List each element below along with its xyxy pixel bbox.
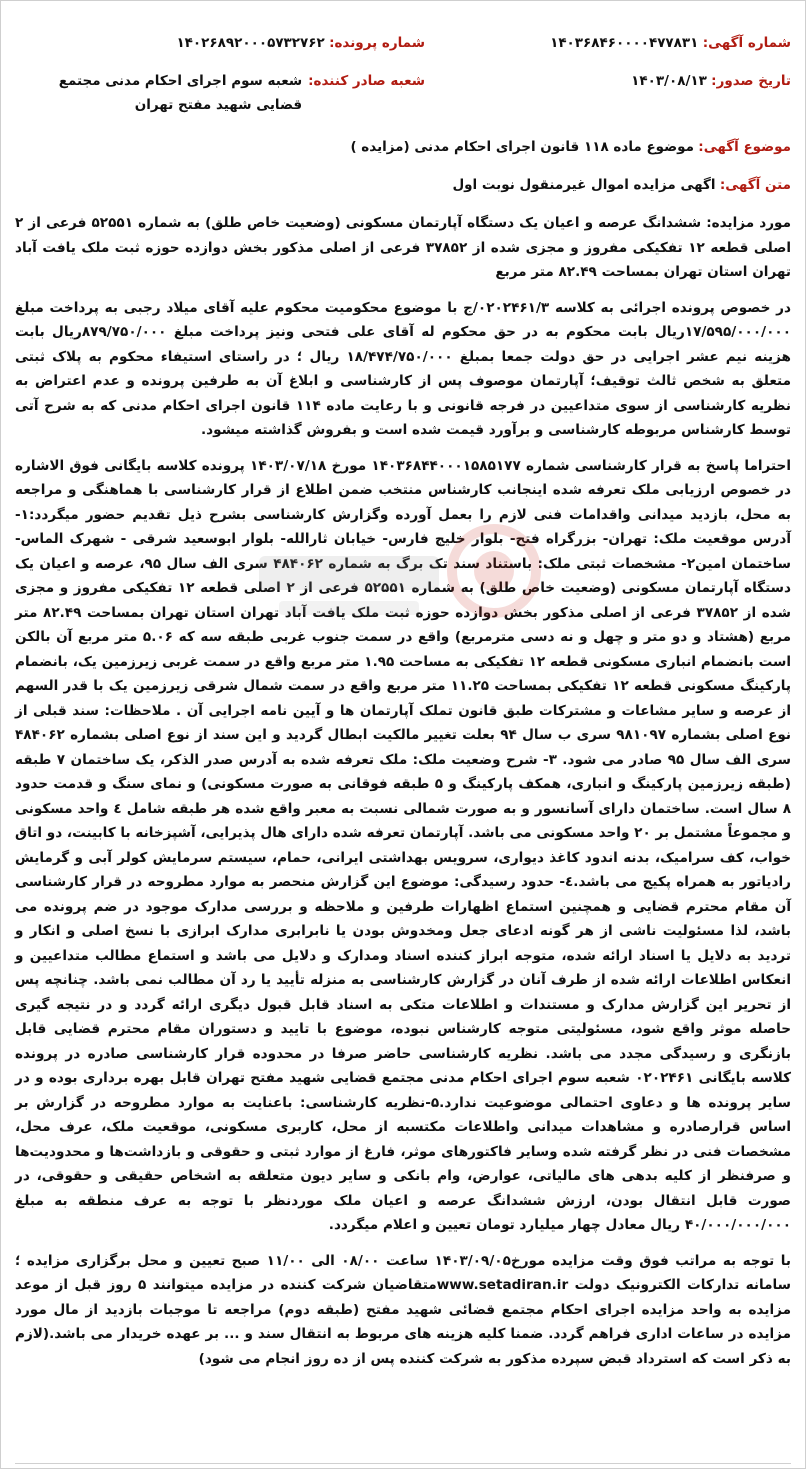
subject-label: موضوع آگهی: xyxy=(698,139,791,155)
paragraph-auction-details: با توجه به مراتب فوق وقت مزایده مورخ۱۴۰۳/۰۹/۰۵ ساعت ۰۸/۰۰ الی ۱۱/۰۰ صبح تعیین و محل برگزاری مزایده ؛سامانه تدارکات الکترونیک دولت www.setadiran.irمتقاضیان شرکت کننده در مزایده میتوانند ۵ روز قبل از موعد مزایده به واحد مزایده اجرای احکام مجتمع قضائی شهید مفتح (طبقه دوم) مراجعه تا موجبات بازدید از مال مورد مزایده در ساعات اداری فراهم گردد. ضمنا کلیه هزینه های مربوط به انتقال سند و ... بر عهده خریدار می باشد.(لازم به ذکر است که استرداد قبض سپرده مذکور به شرکت کننده پس از ده روز انجام می شود) xyxy=(15,1252,791,1367)
paragraph-item-subject: مورد مزایده: ششدانگ عرصه و اعیان یک دستگاه آپارتمان مسکونی (وضعیت خاص طلق) به شماره ۵۲۵۵۱ فرعی از ۲ اصلی قطعه ۱۲ تفکیکی مفروز و مجزی شده از ۳۷۸۵۲ فرعی از اصلی مذکور بخش دوازده حوزه ثبت ملک یافت آباد تهران استان تهران بمساحت ۸۲.۴۹ متر مربع xyxy=(15,215,792,280)
text-title-line xyxy=(15,173,791,197)
meta-block xyxy=(15,135,791,197)
issuer xyxy=(15,69,425,117)
ad-number xyxy=(441,31,791,55)
issue-date-value: ۱۴۰۳/۰۸/۱۳ xyxy=(631,73,707,89)
paragraph-expert-report: احتراما پاسخ به قرار کارشناسی شماره ۱۴۰۳۶۸۴۴۰۰۰۱۵۸۵۱۷۷ مورخ ۱۴۰۳/۰۷/۱۸ پرونده کلاسه بایگانی فوق الاشاره در خصوص ارزیابی ملک تعرفه شده اینجانب کارشناس منتخب ضمن اطلاع از قرار کارشناسی با هماهنگی و مراجعه به محل، بازدید میدانی واقدامات فنی لازم را بعمل آورده وگزارش کارشناسی بشرح ذیل تقدیم حضور میگردد:۱- آدرس موقعیت ملک: تهران- بزرگراه فتح- بلوار خلیج فارس- خیابان ثارالله- بلوار ابوسعید شرقی - شهرک الماس- ساختمان امین۲- مشخصات ثبتی ملک: باستناد سند تک برگ به شماره ۴۸۴۰۶۲ سری الف سال ۹۵، عرصه و اعیان یک دستگاه آپارتمان مسکونی (وضعیت خاص طلق) به شماره ۵۲۵۵۱ فرعی از ۲ اصلی قطعه ۱۲ تفکیکی مفروز و مجزی شده از ۳۷۸۵۲ فرعی از اصلی مذکور بخش دوازده حوزه ثبت ملک یافت آباد تهران استان تهران بمساحت ۸۲.۴۹ متر مربع (هشتاد و دو متر و چهل و نه دسی مترمربع) واقع در سمت جنوب غربی طبقه سه که ۵.۰۶ متر مربع آن بالکن است بانضمام انباری مسکونی قطعه ۱۲ تفکیکی به مساحت ۱.۹۵ متر مربع واقع در سمت غربی زیرزمین یک، بانضمام پارکینگ مسکونی قطعه ۱۲ تفکیکی بمساحت ۱۱.۲۵ متر مربع واقع در سمت شمال شرقی زیرزمین یک با قدر السهم از عرصه و سایر مشاعات و مشترکات طبق قانون تملک آپارتمان ها و آیین نامه اجرایی آن . ملاحظات: سند قبلی از نوع اصلی بشماره ۹۸۱۰۹۷ سری ب سال ۹۴ بعلت تغییر مالکیت ابطال گردید و این سند از نوع اصلی بشماره ۴۸۴۰۶۲ سری الف سال ۹۵ صادر می شود. ۳- شرح وضعیت ملک: ملک تعرفه شده به آدرس صدر الذکر، یک ساختمان ۷ طبقه (طبقه زیرزمین پارکینگ و انباری، همکف پارکینگ و ۵ طبقه فوقانی به صورت مسکونی) و نمای سنگ و قدمت حدود ۸ سال است. ساختمان دارای آسانسور و به صورت شمالی نسبت به معبر واقع شده هر طبقه شامل ٤ واحد مسکونی و مجموعاً مشتمل بر ۲۰ واحد مسکونی می باشد. آپارتمان تعرفه شده دارای هال پذیرایی، آشپزخانه با کابینت، دو اتاق خواب، کف سرامیک، بدنه اندود کاغذ دیواری، سرویس بهداشتی ایرانی، حمام، سیستم سرمایش کولر آبی و گرمایش رادیاتور به همراه پکیج می باشد.٤- حدود رسیدگی: موضوع این گزارش منحصر به موارد مطروحه در قرار کارشناسی آن مقام محترم قضایی و همچنین استماع اظهارات طرفین و ملاحظه و بررسی مدارک موجود در ضم پرونده می باشد، لذا مسئولیت ناشی از هر گونه ادعای جعل ومخدوش بودن یا نابرابری مدارک ابرازی با نسخ اصلی و انکار و تردید به دلایل یا اسناد ارائه شده، متوجه ابراز کننده اسناد ومدارک و دلایل می باشد و استماع مطالب متداعیین و انعکاس اطلاعات ارائه شده از طرف آنان در گزارش کارشناسی به منزله تأیید یا رد آن مطالب نمی باشد. چنانچه پس از تحریر این گزارش مدارک و مستندات و اطلاعات متکی به اسناد قابل قبول دیگری ارائه گردد و در نتیجه گیری حاصله موثر واقع شود، مسئولیتی متوجه کارشناس نبوده، موضوع با تایید و دستوران مقام محترم قضایی قابل بازنگری و رسیدگی مجدد می باشد. نظریه کارشناسی حاضر صرفا در محدوده قرار کارشناسی صادره در پرونده کلاسه بایگانی ۰۲۰۲۴۶۱ شعبه سوم اجرای احکام مدنی مجتمع قضایی شهید مفتح تهران قابل بهره برداری بوده و در سایر پرونده ها و دعاوی احتمالی موضوعیت ندارد.۵-نظریه کارشناسی: باعنایت به موارد مطروحه در گزارش بر اساس قرارصادره و مشاهدات میدانی واطلاعات مکتسبه از محل، کاربری مسکونی، موقعیت ملک، عرف محل، مشخصات فنی در نظر گرفته شده وسایر فاکتورهای موثر، فارغ از موارد ثبتی و حقوقی و بازداشت‌ها و محدودیت‌ها و صرفنظر از کلیه بدهی های مالیاتی، عوارض، وام بانکی و سایر دیون متعلقه به اشخاص حقیقی و حقوقی، در صورت قابل انتقال بودن، ارزش ششدانگ عرصه و اعیان ملک موردنظر با توجه به عرف منطقه به مبلغ ۴۰/۰۰۰/۰۰۰/۰۰۰ ریال معادل چهار میلیارد تومان تعیین و اعلام میگردد. xyxy=(15,457,792,1233)
paragraph-case: در خصوص پرونده اجرائی به کلاسه ۰۲۰۲۴۶۱/۳/ج با موضوع محکومیت محکوم علیه آقای میلاد رجبی به پرداخت مبلغ ۱۷/۵۹۵/۰۰۰/۰۰۰ریال بابت محکوم به در حق محکوم له آقای علی فتحی ونیز پرداخت مبلغ ۸۷۹/۷۵۰/۰۰۰ریال بابت هزینه نیم عشر اجرایی در حق دولت جمعا بمبلغ ۱۸/۴۷۴/۷۵۰/۰۰۰ ریال ؛ در راستای استیفاء محکوم به پلاک ثبتی متعلق به شخص ثالث توقیف؛ آپارتمان موصوف پس از کارشناسی و ابلاغ آن به طرفین پرونده و عدم اعتراض به نظریه کارشناسی از سوی متداعیین در فرجه قانونی و با رعایت ماده ۱۱۴ قانون اجرای احکام مدنی که به شرح آتی توسط کارشناس مربوطه کارشناسی و برآورد قیمت شده است و بفروش گذاشته میشود. xyxy=(15,299,791,438)
case-number xyxy=(15,31,425,55)
case-number-value: ۱۴۰۲۶۸۹۲۰۰۰۵۷۳۲۷۶۲ xyxy=(176,35,325,51)
ad-body xyxy=(15,211,791,1371)
subject-value: موضوع ماده ۱۱۸ قانون اجرای احکام مدنی (مزایده ) xyxy=(350,139,694,155)
issuer-value: شعبه سوم اجرای احکام مدنی مجتمع قضایی شهید مفتح تهران xyxy=(58,73,303,113)
text-title: اگهی مزایده اموال غیرمنقول نوبت اول xyxy=(452,177,716,193)
issuer-label: شعبه صادر کننده: xyxy=(308,73,425,89)
header-row-1 xyxy=(15,31,791,55)
issue-date-label: تاریخ صدور: xyxy=(711,73,791,89)
text-label: متن آگهی: xyxy=(719,177,791,193)
issue-date xyxy=(441,69,791,93)
ad-number-value: ۱۴۰۳۶۸۴۶۰۰۰۰۴۷۷۸۳۱ xyxy=(550,35,699,51)
case-number-label: شماره پرونده: xyxy=(329,35,425,51)
subject-line xyxy=(15,135,791,159)
ad-number-label: شماره آگهی: xyxy=(702,35,791,51)
bottom-divider xyxy=(15,1463,791,1464)
header-row-2 xyxy=(15,69,791,117)
